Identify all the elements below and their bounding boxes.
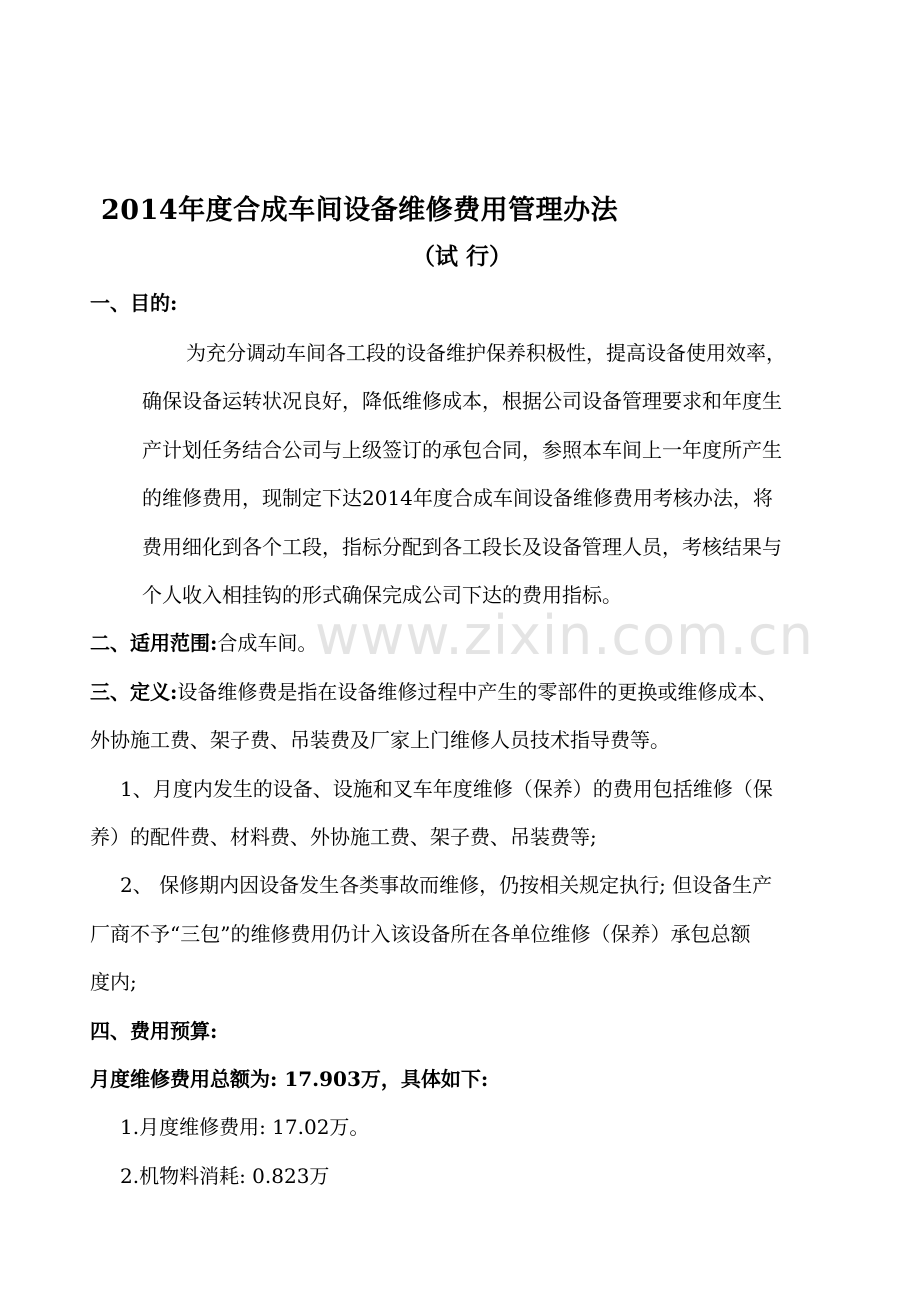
section-purpose-heading: 一、目的:	[90, 291, 178, 315]
definition-line: 外协施工费、架子费、吊装费及厂家上门维修人员技术指导费等。	[90, 728, 670, 752]
section-scope-text: 合成车间。	[217, 631, 318, 655]
budget-item-1: 1.月度维修费用: 17.02万。	[120, 1115, 370, 1139]
definition-line: 设备维修费是指在设备维修过程中产生的零部件的更换或维修成本、	[177, 680, 778, 704]
purpose-line: 费用细化到各个工段，指标分配到各工段长及设备管理人员，考核结果与	[142, 535, 782, 559]
section-definition-heading: 三、定义:	[90, 680, 178, 704]
document-title: 2014年度合成车间设备维修费用管理办法	[101, 195, 619, 226]
section-definition	[90, 678, 777, 706]
definition-item-1: 1、月度内发生的设备、设施和叉车年度维修（保养）的费用包括维修（保	[120, 777, 773, 801]
definition-item-1-cont: 养）的配件费、材料费、外协施工费、架子费、吊装费等;	[90, 825, 597, 849]
section-budget-heading: 四、费用预算:	[90, 1019, 218, 1043]
budget-total: 月度维修费用总额为: 17.903万，具体如下:	[90, 1067, 489, 1091]
purpose-line: 的维修费用，现制定下达2014年度合成车间设备维修费用考核办法，将	[142, 486, 773, 510]
definition-item-2-cont: 厂商不予“三包”的维修费用仍计入该设备所在各单位维修（保养）承包总额	[90, 922, 751, 946]
purpose-line: 确保设备运转状况良好，降低维修成本，根据公司设备管理要求和年度生	[142, 389, 782, 413]
section-scope	[90, 629, 317, 657]
document-subtitle: （试 行）	[412, 243, 513, 270]
purpose-line: 产计划任务结合公司与上级签订的承包合同，参照本车间上一年度所产生	[142, 438, 782, 462]
section-scope-heading: 二、适用范围:	[90, 631, 218, 655]
purpose-line: 为充分调动车间各工段的设备维护保养积极性，提高设备使用效率，	[186, 341, 786, 365]
definition-item-2: 2、 保修期内因设备发生各类事故而维修，仍按相关规定执行; 但设备生产	[120, 873, 773, 897]
definition-item-2-cont: 度内;	[90, 970, 137, 994]
watermark: www.zixin.com.cn	[315, 604, 814, 667]
purpose-line: 个人收入相挂钩的形式确保完成公司下达的费用指标。	[142, 583, 622, 607]
budget-item-2: 2.机物料消耗: 0.823万	[120, 1164, 330, 1188]
